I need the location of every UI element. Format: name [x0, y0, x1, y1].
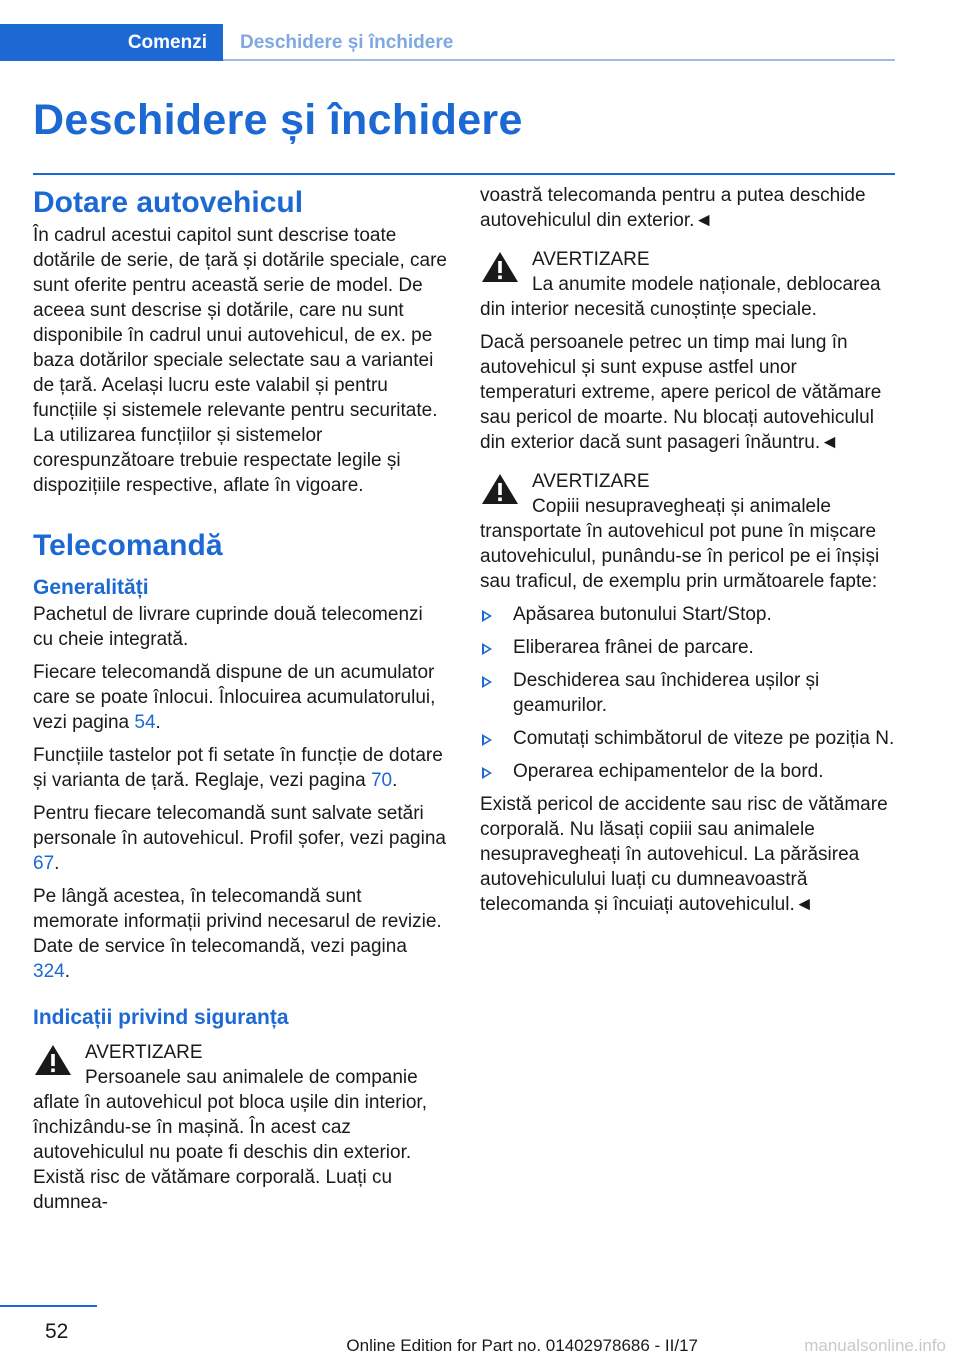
warning-text: Persoanele sau animalele de companie aflate în autovehicul pot bloca ușile din interior, închizându-se în mașină. În acest caz autovehiculul nu poate fi deschis din exterior. Există risc de vătămare corporală. Luați cu dumnea-: [33, 1067, 427, 1213]
warning-text-continued: voastră telecomanda pentru a putea deschide autovehiculul din exterior.◄: [480, 185, 866, 231]
list-item-text: Operarea echipamentelor de la bord.: [513, 761, 824, 782]
list-item: [480, 635, 895, 660]
page-link-54[interactable]: 54: [134, 712, 156, 733]
list-item: [480, 759, 895, 784]
warning-text-2-more: Dacă persoanele petrec un timp mai lung în autovehicul și sunt expuse astfel unor temperaturi extreme, apere pericol de vătămare sau pericol de moarte. Nu blocați autovehiculul din exterior dacă sunt pasageri înăuntru.◄: [480, 332, 882, 453]
page-number: 52: [45, 1320, 69, 1343]
triangle-bullet-icon: [482, 676, 492, 688]
section-heading-dotare: Dotare autovehicul: [33, 186, 304, 219]
warning-triangle-icon: [33, 1042, 73, 1078]
tab-rule: [223, 59, 895, 61]
warning-title: AVERTIZARE: [532, 471, 650, 492]
footer-edition: Online Edition for Part no. 01402978686 - II/17: [346, 1336, 698, 1355]
page-link-324[interactable]: 324: [33, 961, 65, 982]
triangle-bullet-icon: [482, 643, 492, 655]
paragraph-setari: [33, 801, 448, 876]
period: .: [64, 961, 70, 982]
footer-watermark: manualsonline.info: [804, 1336, 946, 1355]
list-item: [480, 726, 895, 751]
footer-rule: [0, 1305, 97, 1307]
page-link-67[interactable]: 67: [33, 853, 55, 874]
warning-tail-text: Există pericol de accidente sau risc de vătămare corporală. Nu lăsați copiii sau animalele nesupravegheați în autovehicul. La părăsirea autovehiculului luați cu dumneavoastră telecomanda și încuiați autovehiculul.◄: [480, 794, 888, 915]
title-divider: [33, 173, 895, 175]
paragraph-dotare: În cadrul acestui capitol sunt descrise toate dotările de serie, de țară și dotările speciale, care sunt oferite pentru această serie de model. De aceea sunt descrise și dotările, care nu sunt disponibile în cadrul unui autovehicul, de ex. pe baza dotărilor speciale selectate sau a variantei de țară. Același lucru este valabil și pentru funcțiile și sistemele relevante pentru securitate. La utilizarea funcțiilor și sistemelor corespunzătoare trebuie respectate legile și dispozițiile respective, aflate în vigoare.: [33, 225, 448, 496]
warning-block-3: [480, 469, 895, 594]
section-heading-telecomanda: Telecomandă: [33, 529, 223, 562]
list-item-text: Eliberarea frânei de parcare.: [513, 637, 754, 658]
page-link-70[interactable]: 70: [370, 770, 393, 791]
triangle-bullet-icon: [482, 734, 492, 746]
tab-comenzi[interactable]: [0, 24, 223, 61]
list-item: [480, 602, 895, 627]
triangle-bullet-icon: [482, 767, 492, 779]
paragraph-service: [33, 884, 448, 984]
paragraph-acumulator: [33, 660, 448, 735]
paragraph-acumulator-text: Fiecare telecomandă dispune de un acumulator care se poate înlocui. Înlocuirea acumulatorului, vezi pagina: [33, 662, 436, 733]
period: .: [54, 853, 60, 874]
tab-deschidere-label: Deschidere și închidere: [240, 31, 454, 53]
warning-title: AVERTIZARE: [85, 1042, 203, 1063]
left-column: [33, 183, 448, 1223]
warning-triangle-icon: [480, 249, 520, 285]
warning-block-2: [480, 247, 895, 322]
paragraph-setari-text: Pentru fiecare telecomandă sunt salvate setări personale în autovehicul. Profil șofer, vezi pagina: [33, 803, 446, 849]
tab-comenzi-label: Comenzi: [127, 31, 207, 53]
list-item-text: Comutați schimbătorul de viteze pe poziția N.: [513, 728, 895, 749]
page-title: Deschidere și închidere: [33, 96, 523, 144]
warning-title: AVERTIZARE: [532, 249, 650, 270]
period: .: [155, 712, 161, 733]
chapter-tabbar: [0, 24, 895, 61]
paragraph-service-text: Pe lângă acestea, în telecomandă sunt memorate informații privind necesarul de revizie. Date de service în telecomandă, vezi pagina: [33, 886, 442, 957]
tab-deschidere[interactable]: [240, 24, 453, 61]
warning-text: La anumite modele naționale, deblocarea din interior necesită cunoștințe speciale.: [480, 274, 881, 320]
list-item-text: Apăsarea butonului Start/Stop.: [513, 604, 772, 625]
warning-text: Copiii nesupravegheați și animalele transportate în autovehicul pot pune în mișcare autovehiculul, punându-se în pericol pe ei înșiși sau traficul, de exemplu prin următoarele fapte:: [480, 496, 880, 592]
triangle-bullet-icon: [482, 610, 492, 622]
action-list: [480, 602, 895, 784]
paragraph-functii: [33, 743, 448, 793]
subheading-generalitati: Generalități: [33, 576, 149, 599]
paragraph-functii-text: Funcțiile tastelor pot fi setate în funcție de dotare și varianta de țară. Reglaje, vezi pagina: [33, 745, 443, 791]
subheading-indicatii: Indicații privind siguranța: [33, 1006, 289, 1029]
list-item: [480, 668, 895, 718]
right-column: [480, 183, 895, 925]
warning-block-1: [33, 1040, 448, 1215]
warning-triangle-icon: [480, 471, 520, 507]
paragraph-pachet: Pachetul de livrare cuprinde două telecomenzi cu cheie integrată.: [33, 604, 423, 650]
period: .: [392, 770, 398, 791]
list-item-text: Deschiderea sau închiderea ușilor și geamurilor.: [513, 670, 820, 716]
